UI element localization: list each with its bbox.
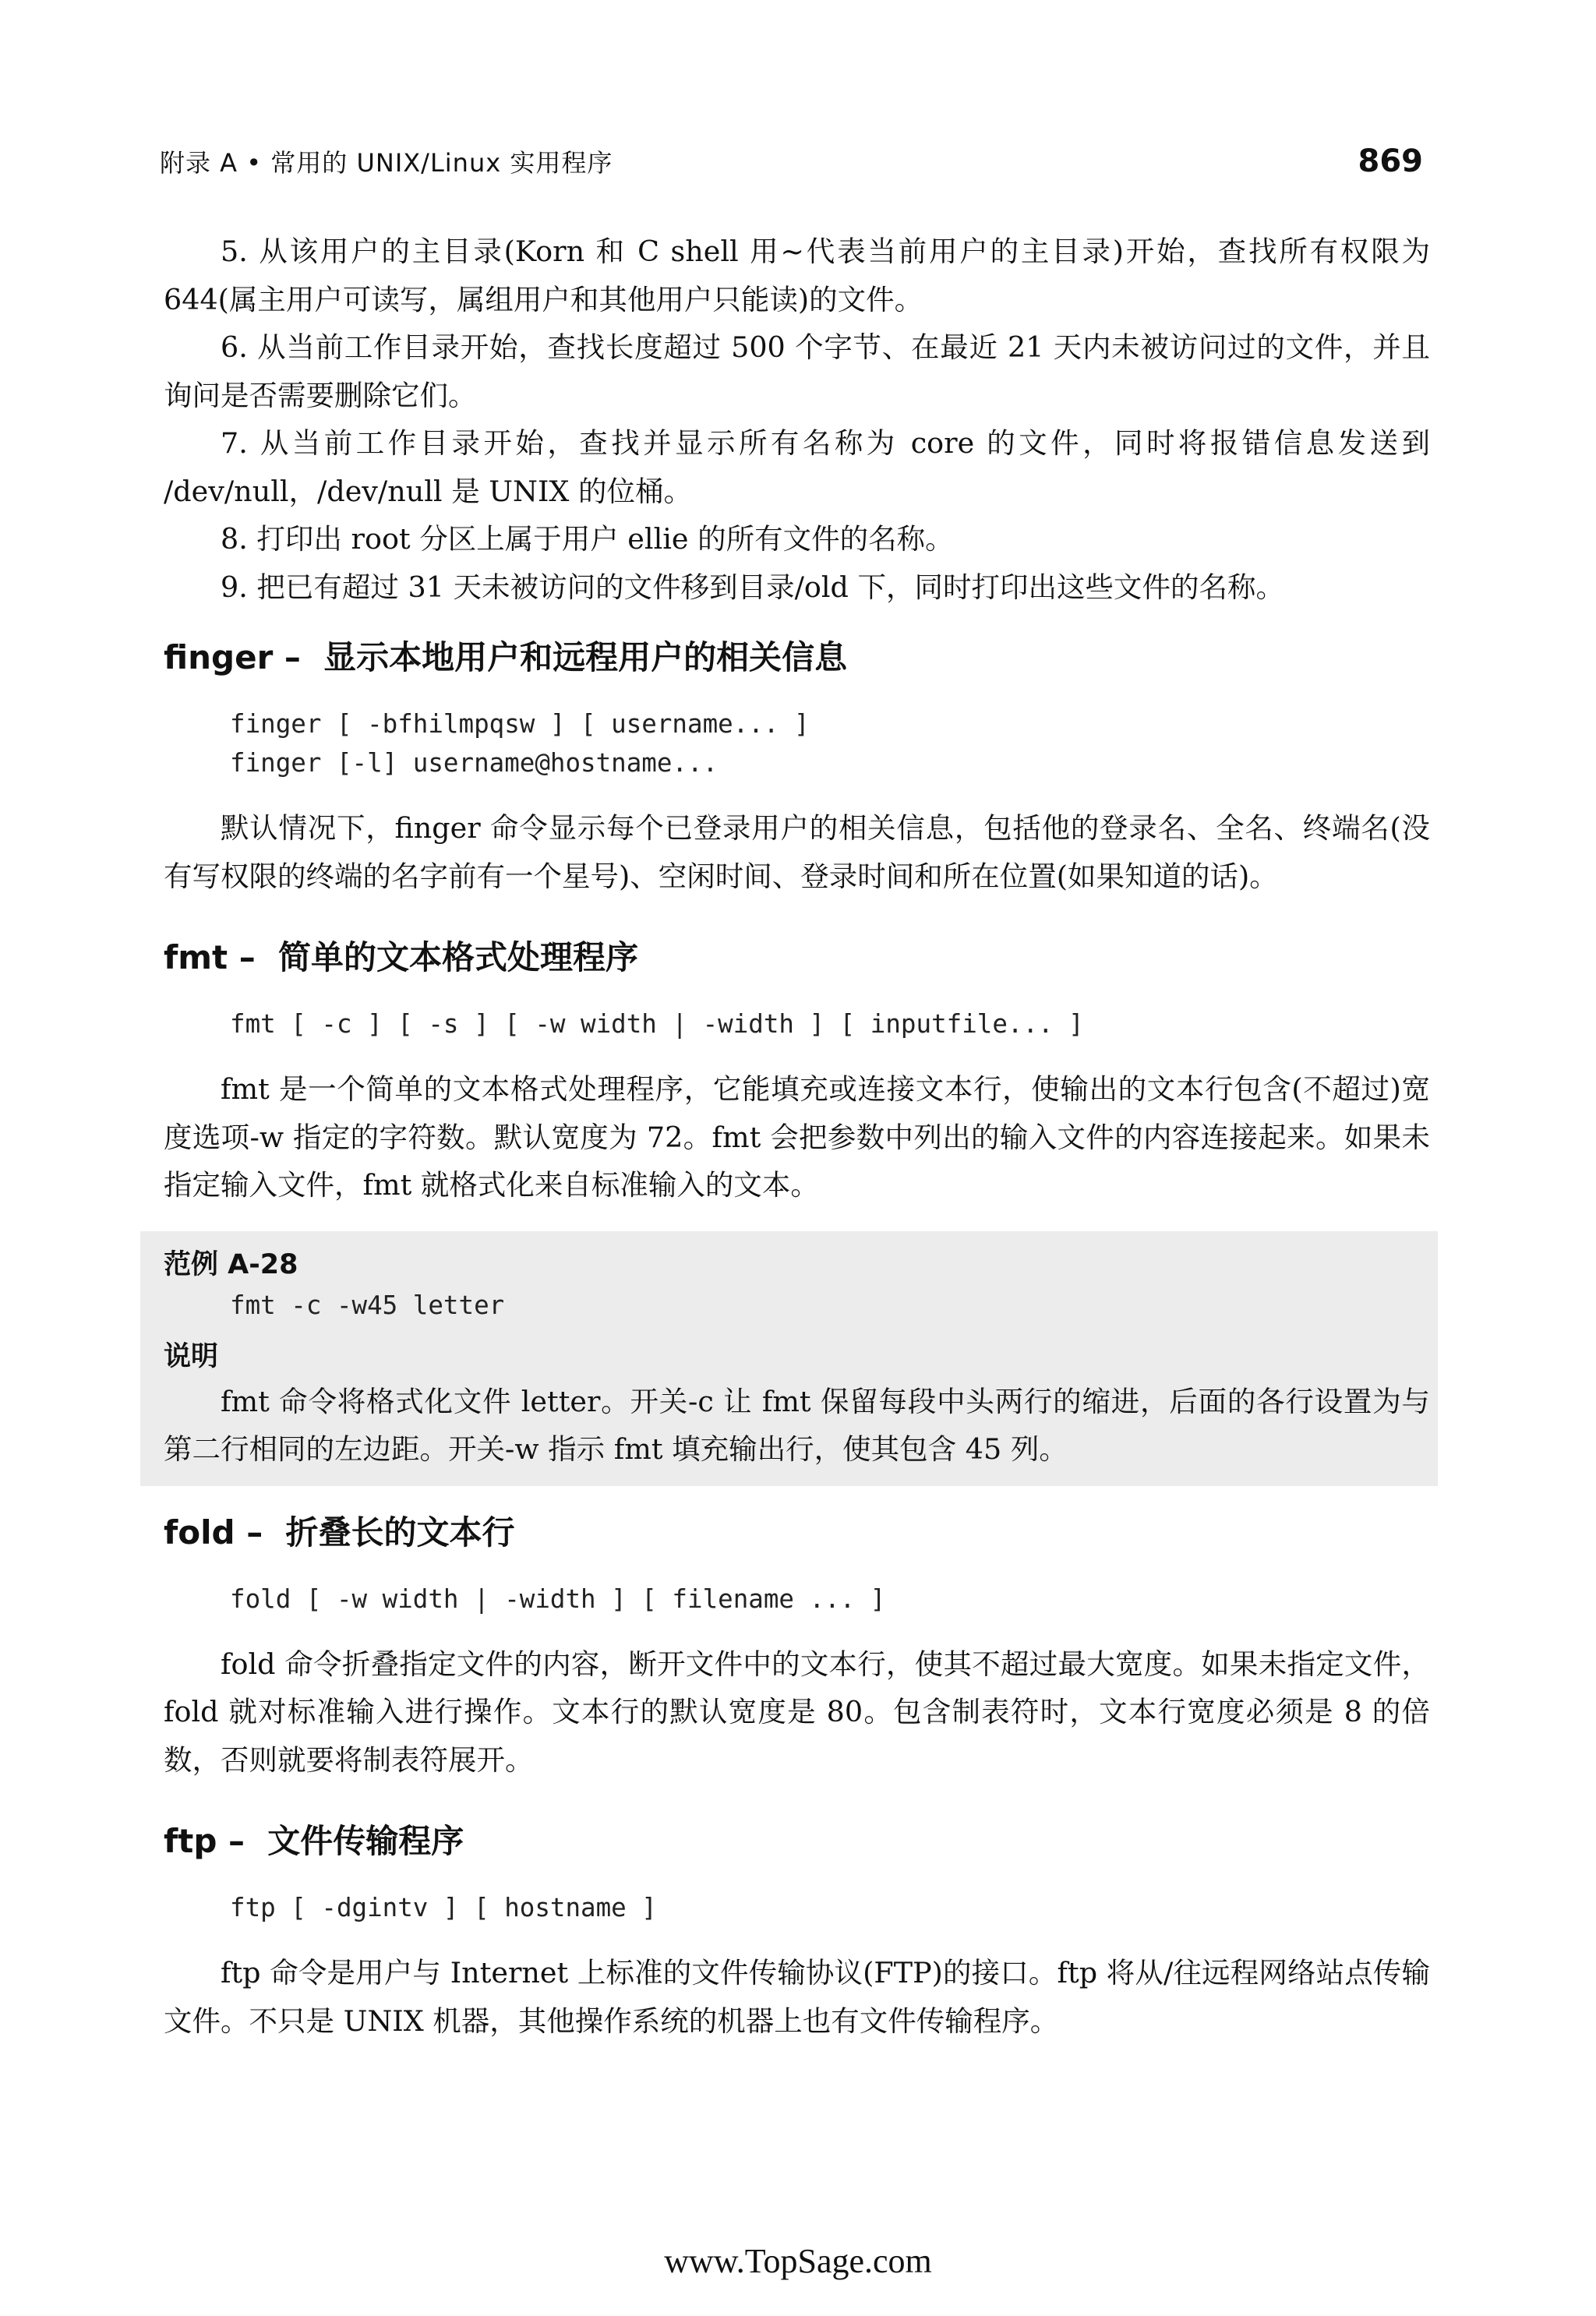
finger-heading: finger – 显示本地用户和远程用户的相关信息 <box>164 638 848 676</box>
explanation-text: fmt 命令将格式化文件 letter。开关-c 让 fmt 保留每段中头两行的缩进，后面的各行设置为与第二行相同的左边距。开关-w 指示 fmt 填充输出行，使其包含 45 列。 <box>164 1384 1430 1466</box>
fmt-heading: fmt – 简单的文本格式处理程序 <box>164 938 638 976</box>
page-number: 869 <box>1358 143 1423 179</box>
fmt-synopsis: fmt [ -c ] [ -s ] [ -w width | -width ] [ inputfile... ] <box>230 1009 1084 1039</box>
fold-description: fold 命令折叠指定文件的内容，断开文件中的文本行，使其不超过最大宽度。如果未指定文件，fold 就对标准输入进行操作。文本行的默认宽度是 80。包含制表符时，文本行宽度必须是 8 的倍数，否则就要将制表符展开。 <box>164 1647 1430 1777</box>
list-item: 8. 打印出 root 分区上属于用户 ellie 的所有文件的名称。 <box>221 522 954 556</box>
find-examples-list <box>164 228 1430 611</box>
list-item: 9. 把已有超过 31 天未被访问的文件移到目录/old 下，同时打印出这些文件的名称。 <box>221 570 1284 604</box>
finger-description: 默认情况下，finger 命令显示每个已登录用户的相关信息，包括他的登录名、全名、终端名(没有写权限的终端的名字前有一个星号)、空闲时间、登录时间和所在位置(如果知道的话)。 <box>164 811 1430 893</box>
footer-url: www.TopSage.com <box>664 2242 932 2280</box>
finger-synopsis: finger [ -bfhilmpqsw ] [ username... ] finger [-l] username@hostname... <box>230 709 810 778</box>
running-title: 附录 A • 常用的 UNIX/Linux 实用程序 <box>160 148 613 178</box>
fold-heading: fold – 折叠长的文本行 <box>164 1513 515 1552</box>
example-code: fmt -c -w45 letter <box>230 1290 505 1320</box>
explanation-label: 说明 <box>164 1340 219 1372</box>
list-item: 7. 从当前工作目录开始，查找并显示所有名称为 core 的文件，同时将报错信息发送到 /dev/null，/dev/null 是 UNIX 的位桶。 <box>164 426 1430 508</box>
ftp-description: ftp 命令是用户与 Internet 上标准的文件传输协议(FTP)的接口。ftp 将从/往远程网络站点传输文件。不只是 UNIX 机器，其他操作系统的机器上也有文件传输程序。 <box>164 1956 1430 2038</box>
page-header <box>160 132 1423 179</box>
example-box <box>140 1231 1438 1486</box>
ftp-synopsis: ftp [ -dgintv ] [ hostname ] <box>230 1893 657 1922</box>
example-label: 范例 A-28 <box>164 1248 298 1280</box>
list-item: 5. 从该用户的主目录(Korn 和 C shell 用~代表当前用户的主目录)开始，查找所有权限为 644(属主用户可读写，属组用户和其他用户只能读)的文件。 <box>164 235 1430 316</box>
list-item: 6. 从当前工作目录开始，查找长度超过 500 个字节、在最近 21 天内未被访问过的文件，并且询问是否需要删除它们。 <box>164 330 1430 412</box>
fmt-description: fmt 是一个简单的文本格式处理程序，它能填充或连接文本行，使输出的文本行包含(不超过)宽度选项-w 指定的字符数。默认宽度为 72。fmt 会把参数中列出的输入文件的内容连接起来。如果未指定输入文件，fmt 就格式化来自标准输入的文本。 <box>164 1072 1430 1202</box>
ftp-heading: ftp – 文件传输程序 <box>164 1822 464 1860</box>
page-content <box>164 228 1430 2045</box>
fold-synopsis: fold [ -w width | -width ] [ filename ... ] <box>230 1583 886 1614</box>
